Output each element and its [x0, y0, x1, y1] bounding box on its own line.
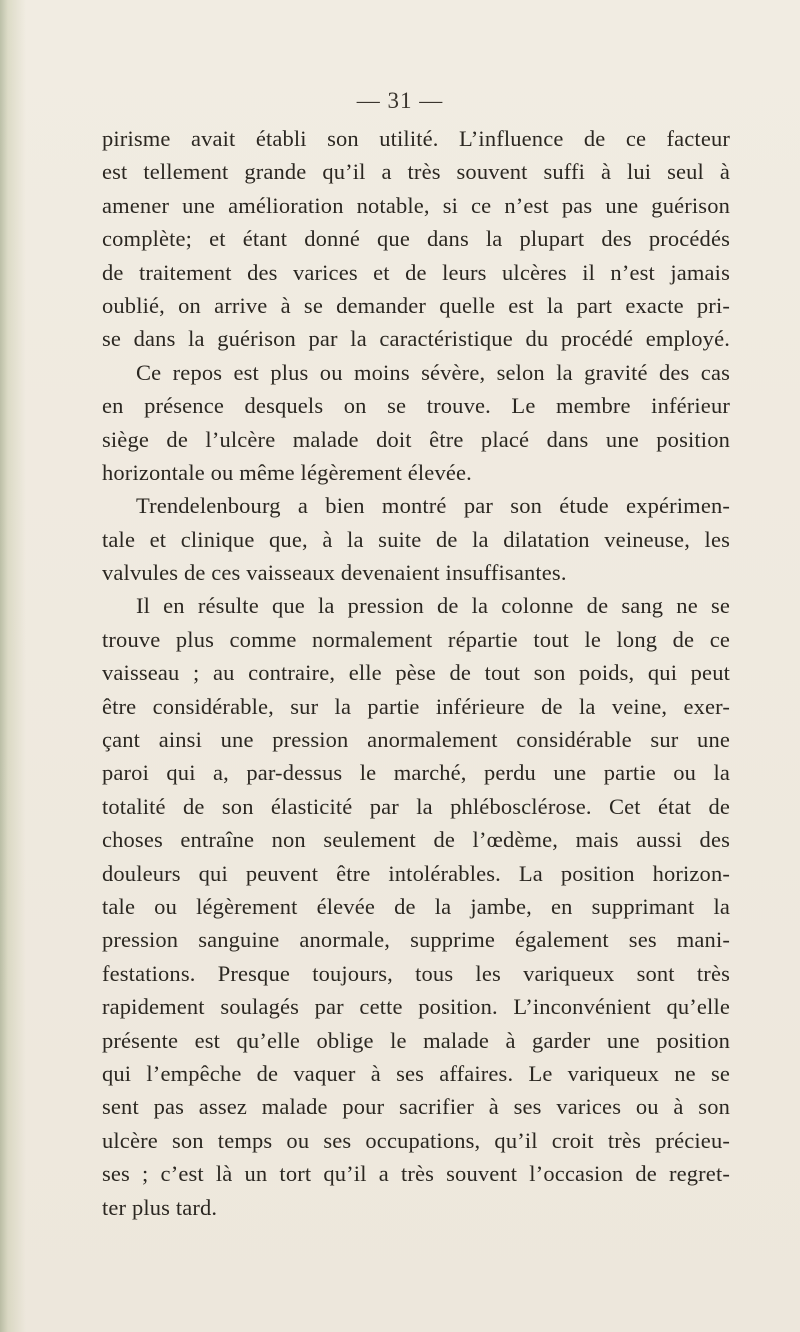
text-line: totalité de son élasticité par la phlébosclérose. Cet état de: [102, 793, 730, 819]
text-line: pirisme avait établi son utilité. L’influence de ce facteur: [102, 126, 730, 151]
text-line: présente est qu’elle oblige le malade à garder une position: [102, 1027, 730, 1053]
text-line: en présence desquels on se trouve. Le membre inférieur: [102, 393, 730, 419]
text-line: paroi qui a, par-dessus le marché, perdu une partie ou la: [102, 760, 730, 786]
text-line: rapidement soulagés par cette position. L’inconvénient qu’elle: [102, 994, 730, 1020]
text-line: tale et clinique que, à la suite de la dilatation veineuse, les: [102, 526, 730, 552]
text-line: tale ou légèrement élevée de la jambe, en supprimant la: [102, 893, 730, 919]
text-line: Il en résulte que la pression de la colonne de sang ne se: [136, 593, 730, 619]
text-line: Ce repos est plus ou moins sévère, selon la gravité des cas: [136, 359, 730, 385]
text-line: sent pas assez malade pour sacrifier à ses varices ou à son: [102, 1094, 730, 1120]
text-line: oublié, on arrive à se demander quelle est la part exacte pri-: [102, 292, 730, 318]
text-line: çant ainsi une pression anormalement considérable sur une: [102, 727, 730, 753]
text-line: siège de l’ulcère malade doit être placé dans une position: [102, 426, 730, 452]
text-line: trouve plus comme normalement répartie tout le long de ce: [102, 626, 730, 652]
text-line: ter plus tard.: [102, 1194, 218, 1220]
text-line: valvules de ces vaisseaux devenaient insuffisantes.: [102, 560, 567, 586]
text-line: vaisseau ; au contraire, elle pèse de tout son poids, qui peut: [102, 660, 730, 686]
text-line: être considérable, sur la partie inférieure de la veine, exer-: [102, 693, 730, 719]
text-line: complète; et étant donné que dans la plupart des procédés: [102, 226, 730, 252]
text-line: de traitement des varices et de leurs ulcères il n’est jamais: [102, 259, 730, 285]
text-line: choses entraîne non seulement de l’œdème, mais aussi des: [102, 827, 730, 853]
text-line: amener une amélioration notable, si ce n’est pas une guérison: [102, 192, 730, 218]
text-line: est tellement grande qu’il a très souvent suffi à lui seul à: [102, 159, 730, 185]
text-line: ses ; c’est là un tort qu’il a très souvent l’occasion de regret-: [102, 1161, 730, 1187]
text-line: festations. Presque toujours, tous les variqueux sont très: [102, 960, 730, 986]
text-line: horizontale ou même légèrement élevée.: [102, 459, 472, 485]
body-text: [102, 122, 730, 1224]
text-line: qui l’empêche de vaquer à ses affaires. Le variqueux ne se: [102, 1060, 730, 1086]
text-line: Trendelenbourg a bien montré par son étude expérimen-: [136, 493, 730, 519]
text-line: ulcère son temps ou ses occupations, qu’il croit très précieu-: [102, 1127, 730, 1153]
text-line: pression sanguine anormale, supprime également ses mani-: [102, 927, 730, 953]
page-number: — 31 —: [356, 88, 444, 113]
text-line: se dans la guérison par la caractéristique du procédé employé.: [102, 326, 730, 352]
text-line: douleurs qui peuvent être intolérables. La position horizon-: [102, 860, 730, 886]
